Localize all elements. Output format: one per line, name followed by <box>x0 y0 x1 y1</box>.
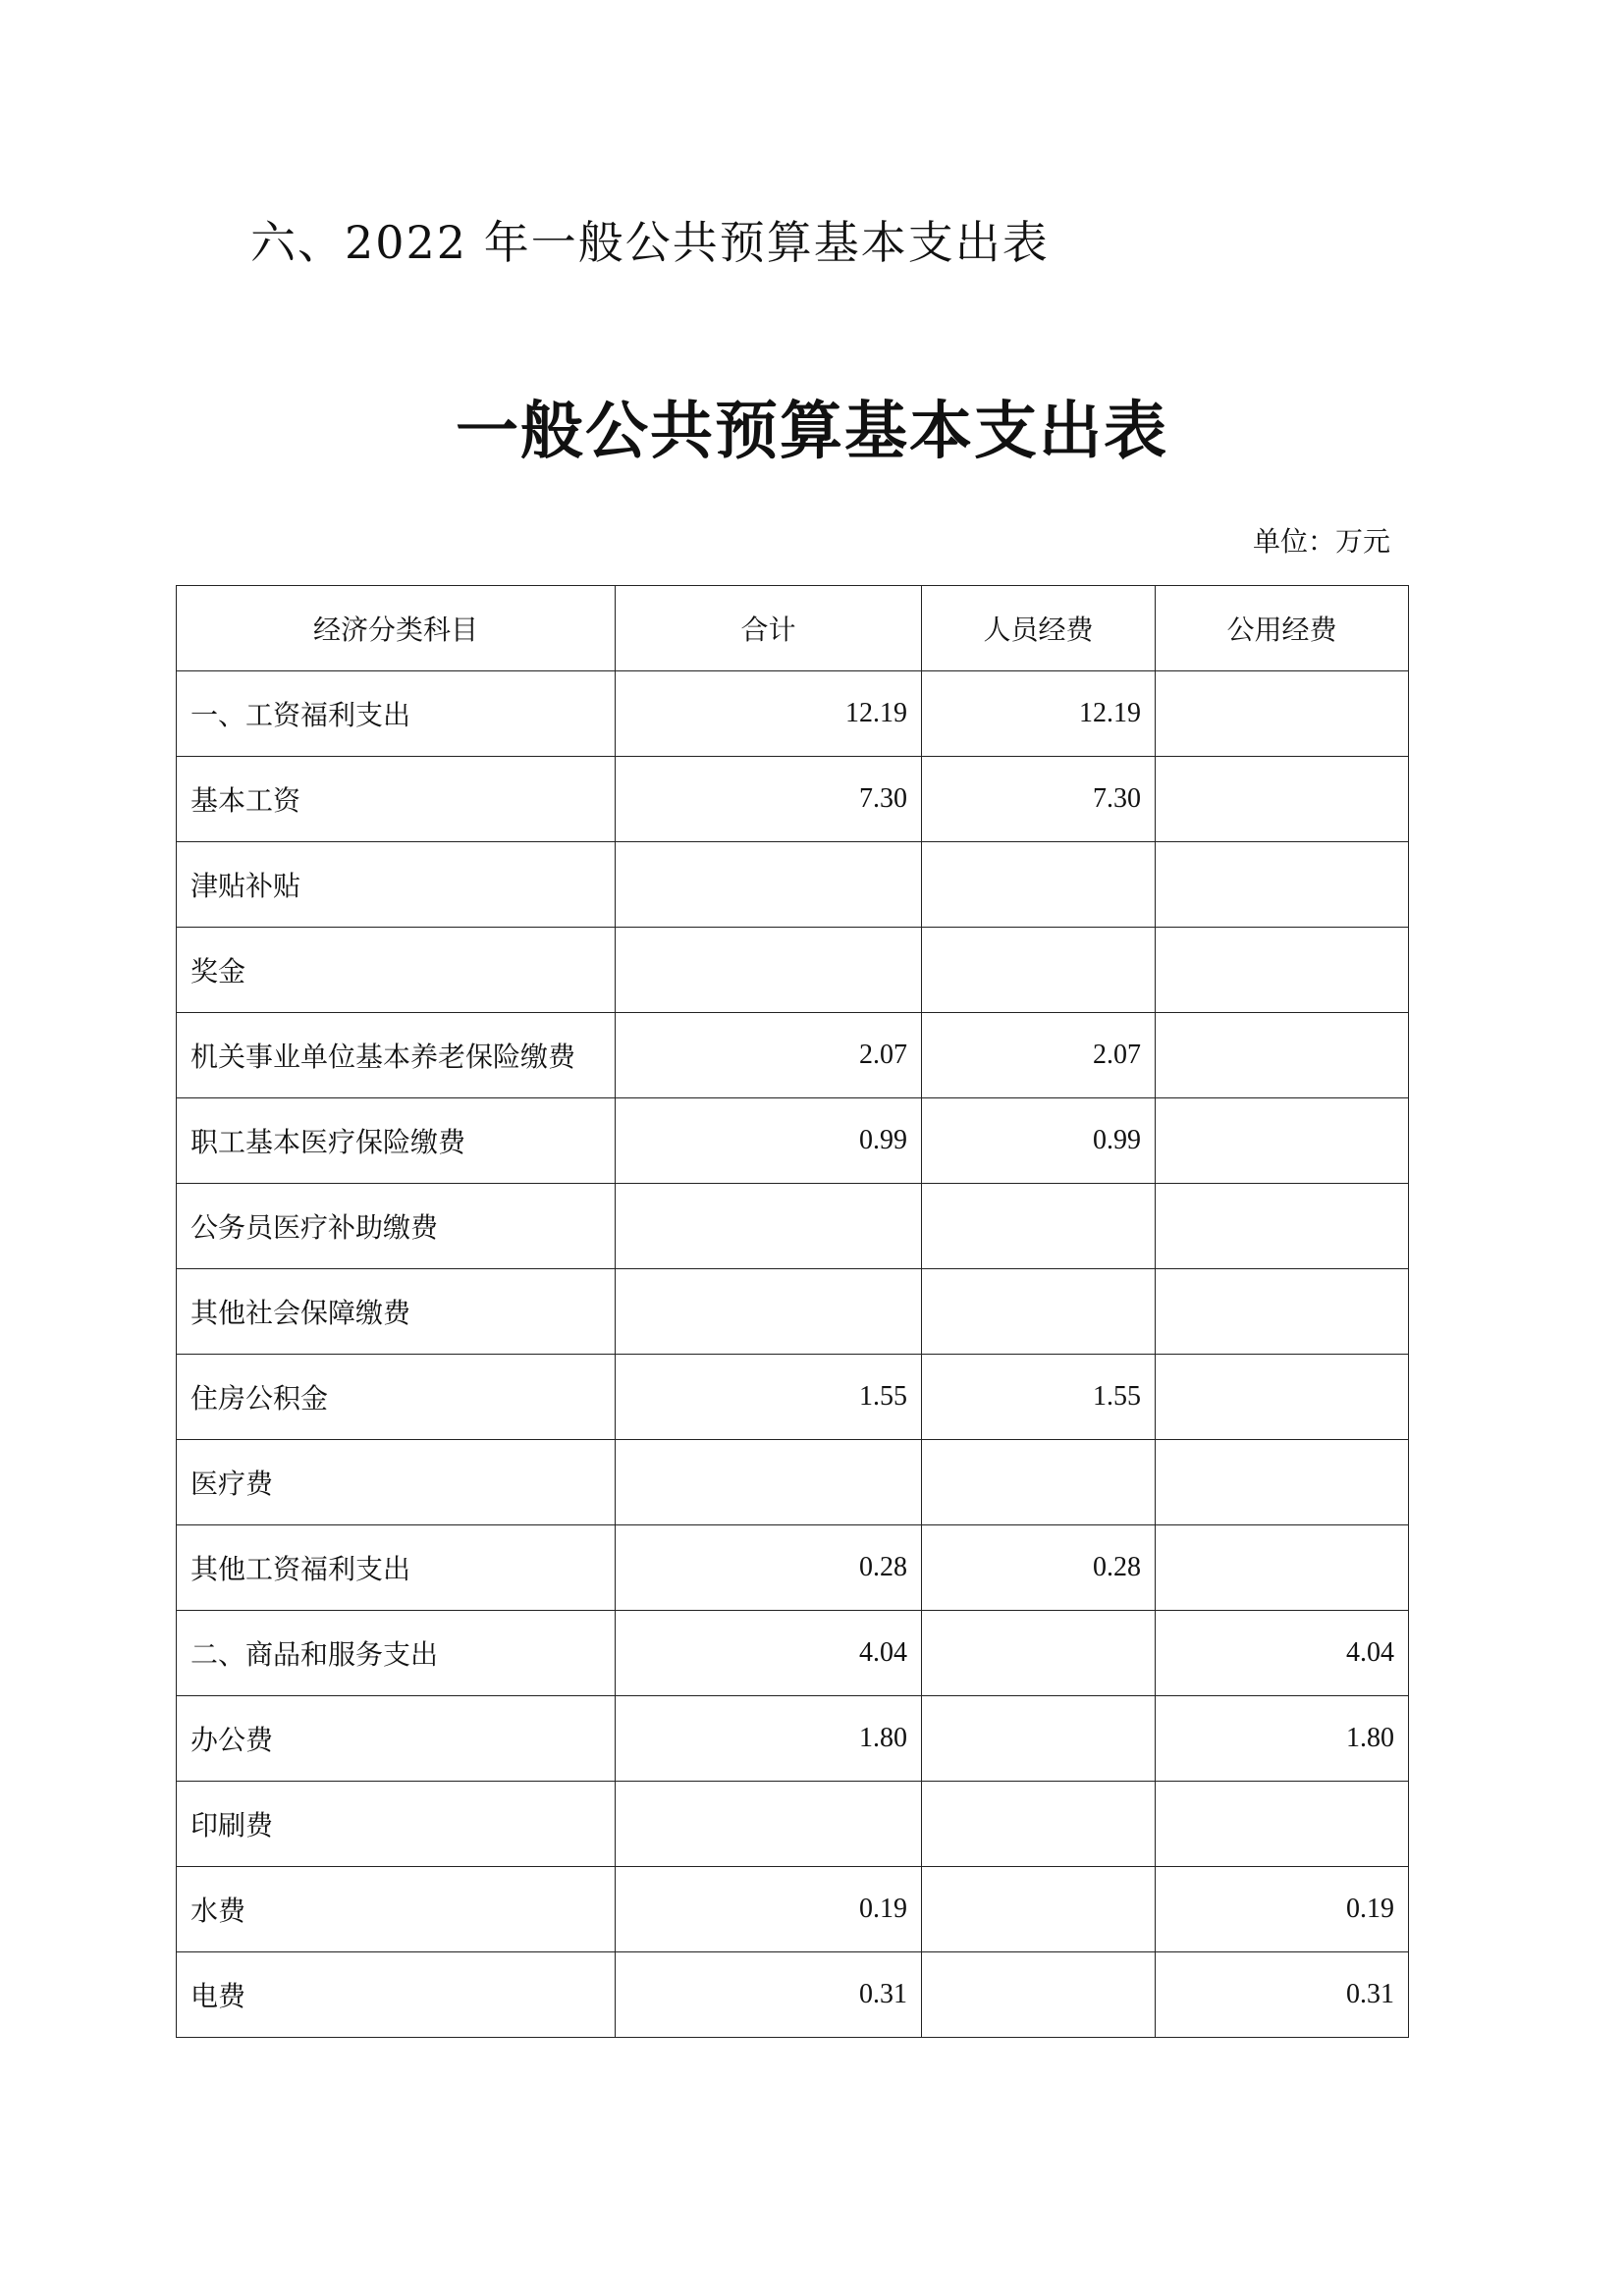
cell-personnel <box>922 1867 1156 1952</box>
table-body <box>177 671 1409 2038</box>
cell-category: 其他社会保障缴费 <box>177 1269 616 1355</box>
cell-personnel: 1.55 <box>922 1355 1156 1440</box>
cell-public: 0.31 <box>1156 1952 1409 2038</box>
table-row <box>177 1269 1409 1355</box>
cell-total: 4.04 <box>616 1611 922 1696</box>
cell-category: 水费 <box>177 1867 616 1952</box>
table-row <box>177 1184 1409 1269</box>
unit-note: 单位：万元 <box>1252 525 1390 558</box>
cell-public <box>1156 1355 1409 1440</box>
cell-personnel <box>922 1611 1156 1696</box>
cell-public: 4.04 <box>1156 1611 1409 1696</box>
cell-public <box>1156 1782 1409 1867</box>
cell-category: 职工基本医疗保险缴费 <box>177 1098 616 1184</box>
cell-total: 0.19 <box>616 1867 922 1952</box>
table-header-row <box>177 586 1409 671</box>
table-row <box>177 1013 1409 1098</box>
cell-category: 住房公积金 <box>177 1355 616 1440</box>
cell-category: 基本工资 <box>177 757 616 842</box>
table-row <box>177 1782 1409 1867</box>
header-personnel: 人员经费 <box>922 586 1156 671</box>
cell-total: 0.99 <box>616 1098 922 1184</box>
cell-total: 1.55 <box>616 1355 922 1440</box>
budget-table <box>176 585 1409 2038</box>
cell-public: 0.19 <box>1156 1867 1409 1952</box>
section-heading: 六、2022 年一般公共预算基本支出表 <box>250 216 1050 269</box>
table-row <box>177 1696 1409 1782</box>
cell-public <box>1156 928 1409 1013</box>
cell-category: 二、商品和服务支出 <box>177 1611 616 1696</box>
table-row <box>177 1867 1409 1952</box>
header-category: 经济分类科目 <box>177 586 616 671</box>
table-row <box>177 842 1409 928</box>
cell-category: 机关事业单位基本养老保险缴费 <box>177 1013 616 1098</box>
header-total: 合计 <box>616 586 922 671</box>
document-title: 一般公共预算基本支出表 <box>456 395 1168 468</box>
cell-public <box>1156 1525 1409 1611</box>
cell-public: 1.80 <box>1156 1696 1409 1782</box>
cell-total <box>616 928 922 1013</box>
cell-personnel <box>922 1696 1156 1782</box>
cell-category: 办公费 <box>177 1696 616 1782</box>
cell-total: 12.19 <box>616 671 922 757</box>
cell-category: 一、工资福利支出 <box>177 671 616 757</box>
cell-total <box>616 1269 922 1355</box>
cell-personnel <box>922 1782 1156 1867</box>
cell-public <box>1156 1440 1409 1525</box>
cell-personnel: 0.28 <box>922 1525 1156 1611</box>
cell-category: 印刷费 <box>177 1782 616 1867</box>
cell-category: 津贴补贴 <box>177 842 616 928</box>
header-public: 公用经费 <box>1156 586 1409 671</box>
cell-public <box>1156 1184 1409 1269</box>
table-row <box>177 1098 1409 1184</box>
cell-total: 7.30 <box>616 757 922 842</box>
cell-total: 0.28 <box>616 1525 922 1611</box>
cell-category: 公务员医疗补助缴费 <box>177 1184 616 1269</box>
table-row <box>177 1525 1409 1611</box>
cell-total <box>616 842 922 928</box>
cell-personnel: 0.99 <box>922 1098 1156 1184</box>
cell-public <box>1156 1013 1409 1098</box>
cell-personnel <box>922 1440 1156 1525</box>
cell-public <box>1156 757 1409 842</box>
table-row <box>177 757 1409 842</box>
cell-personnel: 2.07 <box>922 1013 1156 1098</box>
cell-category: 医疗费 <box>177 1440 616 1525</box>
cell-personnel <box>922 1952 1156 2038</box>
cell-personnel <box>922 1269 1156 1355</box>
table-row <box>177 1611 1409 1696</box>
cell-total: 2.07 <box>616 1013 922 1098</box>
table-row <box>177 671 1409 757</box>
table-row <box>177 1355 1409 1440</box>
cell-public <box>1156 1269 1409 1355</box>
cell-public <box>1156 1098 1409 1184</box>
cell-total: 0.31 <box>616 1952 922 2038</box>
table-row <box>177 928 1409 1013</box>
cell-category: 电费 <box>177 1952 616 2038</box>
cell-personnel: 7.30 <box>922 757 1156 842</box>
cell-personnel <box>922 928 1156 1013</box>
cell-total <box>616 1782 922 1867</box>
cell-category: 其他工资福利支出 <box>177 1525 616 1611</box>
cell-personnel <box>922 842 1156 928</box>
cell-total <box>616 1184 922 1269</box>
cell-personnel: 12.19 <box>922 671 1156 757</box>
cell-public <box>1156 671 1409 757</box>
table-row <box>177 1440 1409 1525</box>
cell-personnel <box>922 1184 1156 1269</box>
table-row <box>177 1952 1409 2038</box>
cell-public <box>1156 842 1409 928</box>
cell-total: 1.80 <box>616 1696 922 1782</box>
cell-total <box>616 1440 922 1525</box>
cell-category: 奖金 <box>177 928 616 1013</box>
